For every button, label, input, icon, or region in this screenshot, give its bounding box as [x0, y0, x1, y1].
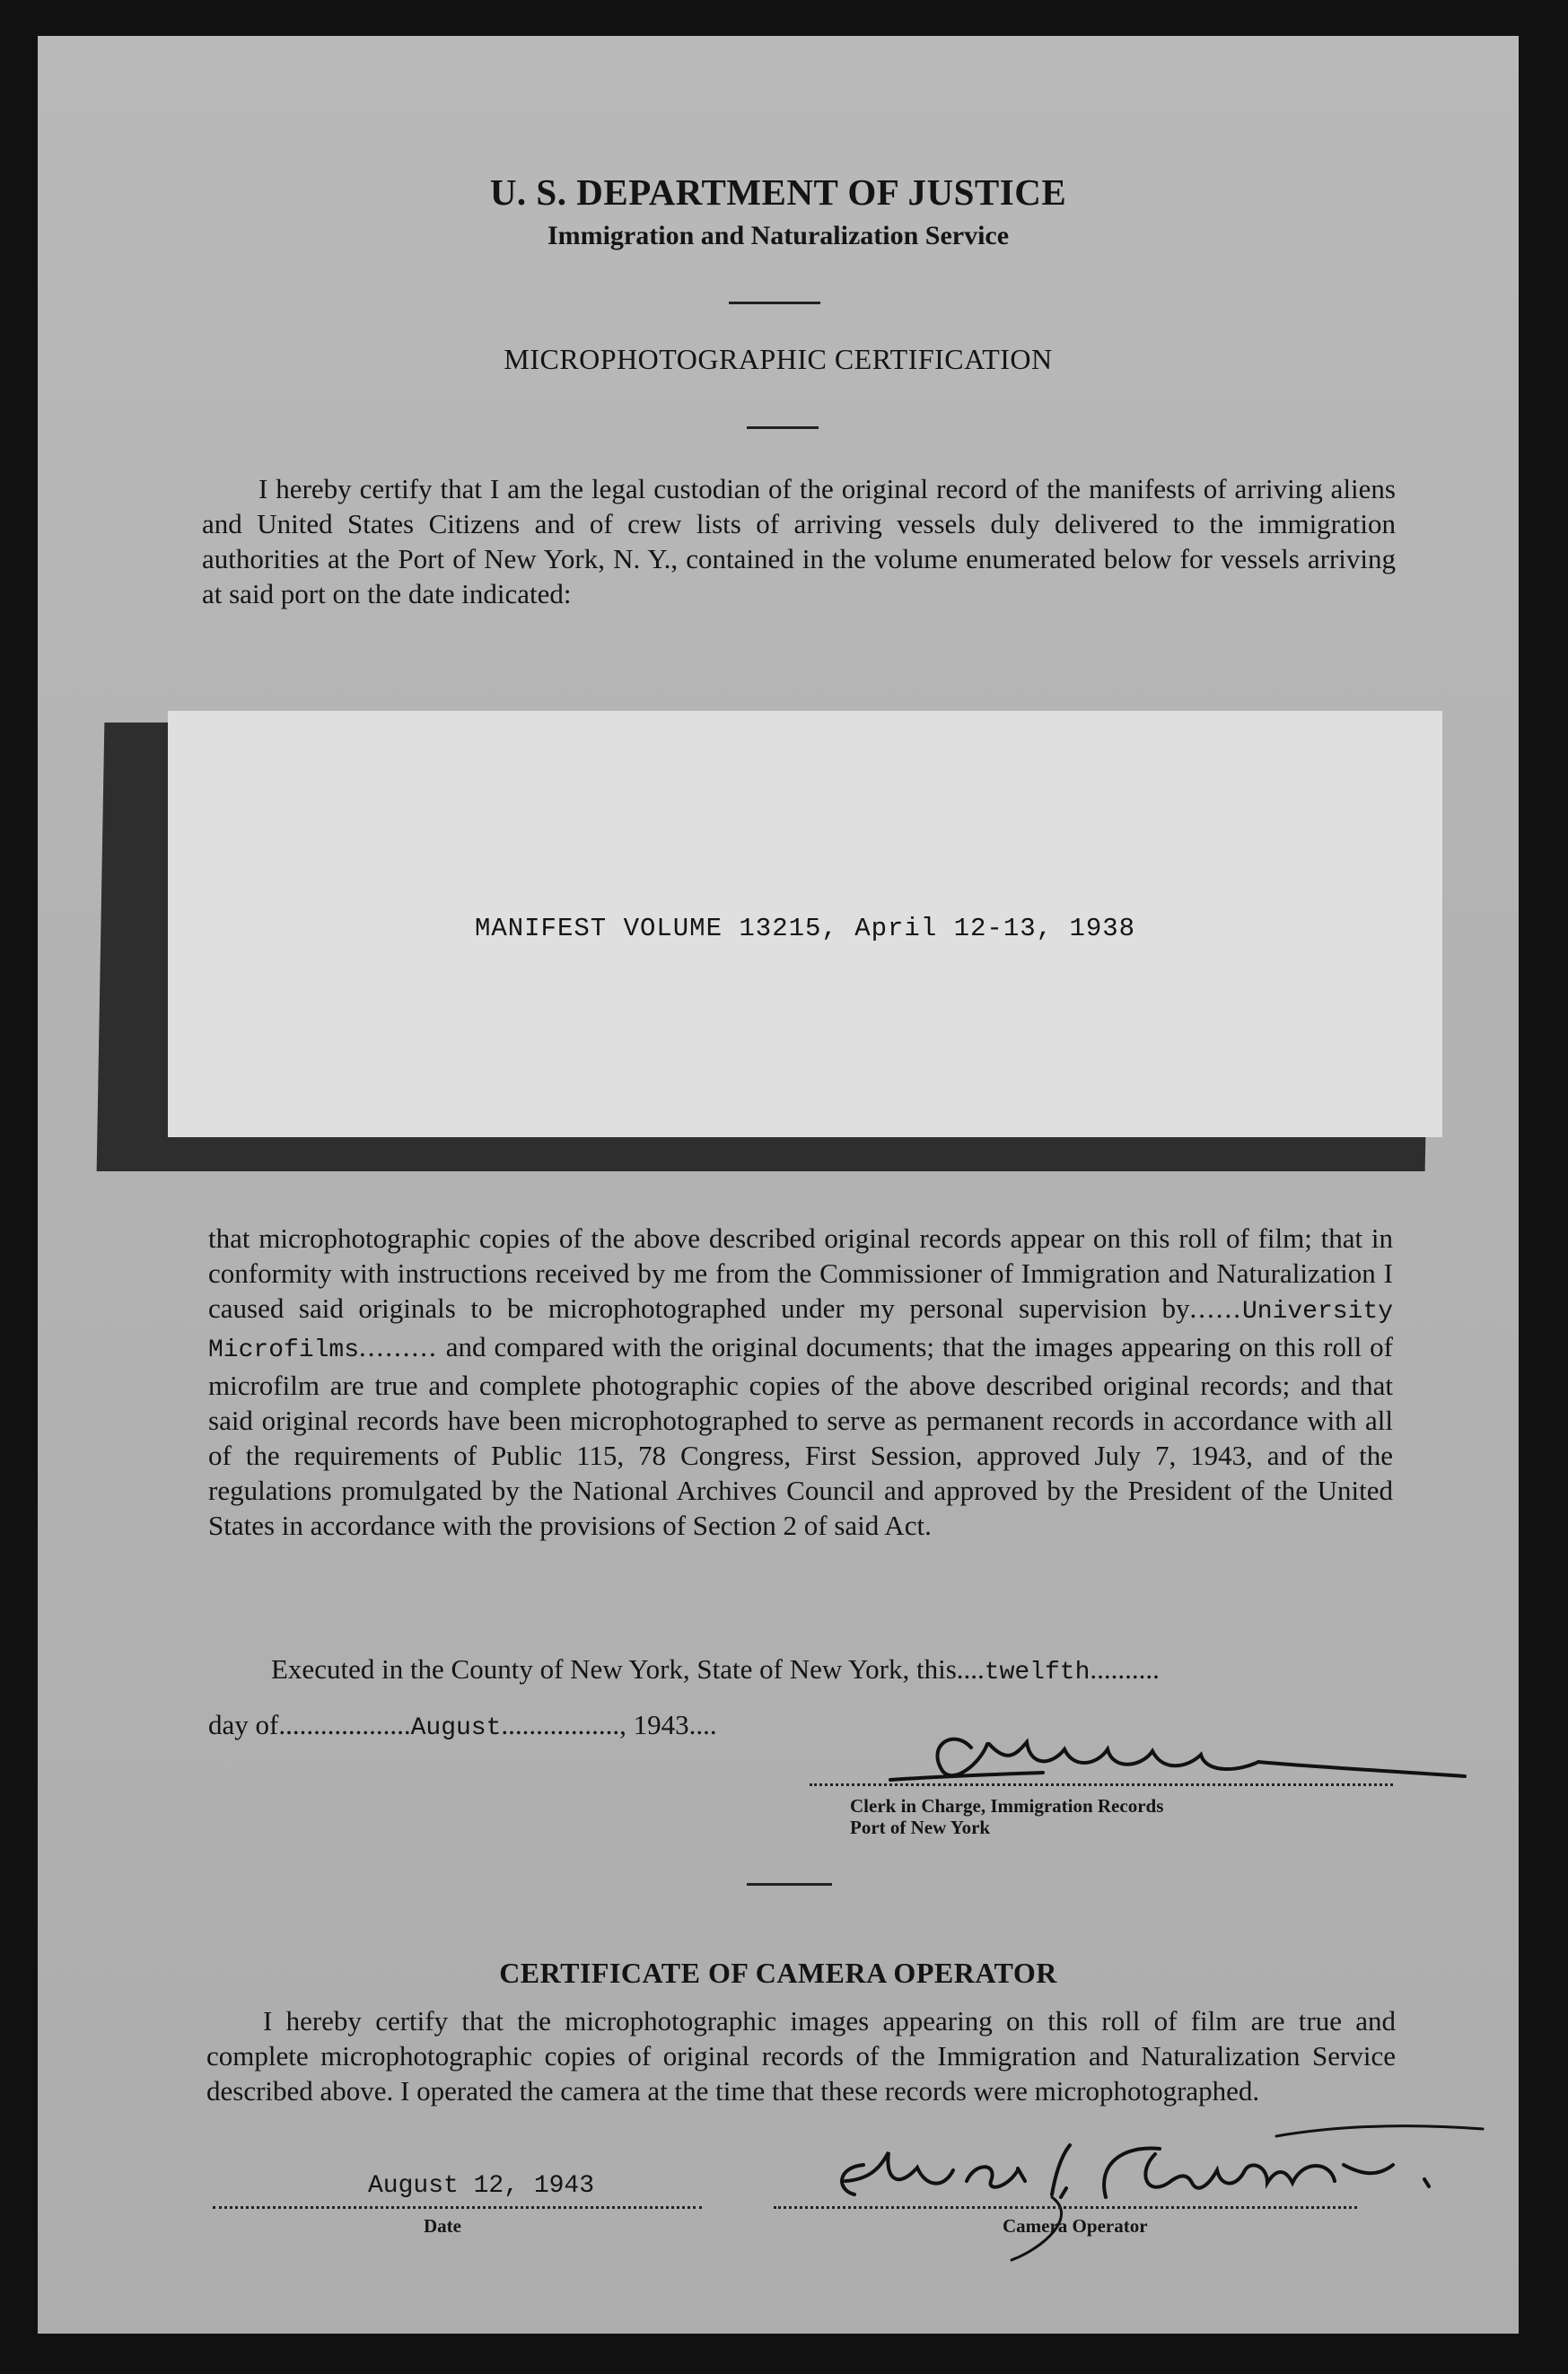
- manifest-insert: [168, 711, 1442, 1137]
- dot-leader: ....: [688, 1709, 717, 1740]
- certification-title: MICROPHOTOGRAPHIC CERTIFICATION: [504, 343, 1053, 375]
- executed-prefix: Executed in the County of New York, State of New York, this: [271, 1653, 957, 1685]
- dot-leader: ..........: [1090, 1653, 1160, 1685]
- certification-body: [208, 1221, 1393, 1543]
- executed-month: August: [410, 1714, 502, 1742]
- executed-line: [271, 1651, 1393, 1690]
- divider: [729, 302, 820, 304]
- executed-year: , 1943: [619, 1709, 689, 1740]
- camera-certificate-title: CERTIFICATE OF CAMERA OPERATOR: [499, 1957, 1057, 1989]
- divider: [747, 1883, 832, 1886]
- dot-leader: ....: [956, 1653, 985, 1685]
- divider: [747, 426, 819, 429]
- supervisor-leader: ......: [1189, 1292, 1242, 1324]
- clerk-signature-line: [810, 1783, 1393, 1786]
- manifest-volume: MANIFEST VOLUME 13215, April 12-13, 1938: [474, 914, 1136, 943]
- certificate-page: [38, 36, 1519, 2334]
- camera-certificate-text: I hereby certify that the microphotographic images appearing on this roll of film are true and complete microphotographic copies of original records of the Immigration and Naturalization Service described above. I operated the camera at the time that these records were microphotographed.: [206, 2005, 1396, 2107]
- clerk-title: [850, 1795, 1163, 1838]
- date-value: August 12, 1943: [368, 2172, 595, 2200]
- clerk-title-line-2: Port of New York: [850, 1817, 991, 1838]
- dot-leader: ...................: [278, 1709, 411, 1740]
- clerk-title-line-1: Clerk in Charge, Immigration Records: [850, 1795, 1164, 1817]
- body-part-1: that microphotographic copies of the above described original records appear on this roll of film; that in conformity with instructions received by me from the Commissioner of Immigration and Naturalization I caused said originals to be microphotographed under my personal supervision by: [208, 1222, 1393, 1324]
- service-subheading: Immigration and Naturalization Service: [547, 221, 1010, 250]
- date-line: [213, 2206, 702, 2209]
- date-label: Date: [424, 2215, 461, 2237]
- supervisor-leader: .........: [359, 1331, 438, 1362]
- camera-operator-signature: [783, 2082, 1501, 2271]
- intro-paragraph: I hereby certify that I am the legal custodian of the original record of the manifests of arriving aliens and United States Citizens and of crew lists of arriving vessels duly delivered to the immigration authorities at the Port of New York, N. Y., contained in the volume enumerated below for vessels arriving at said port on the date indicated:: [202, 473, 1396, 609]
- body-part-2: and compared with the original documents; that the images appearing on this roll of microfilm are true and complete photographic copies of the above described original records; and that said original records have been microphotographed to serve as permanent records in accordance with all of the requirements of Public 115, 78 Congress, First Session, approved July 7, 1943, and of the regulations promulgated by the National Archives Council and approved by the President of the United States in accordance with the provisions of Section 2 of said Act.: [208, 1331, 1394, 1541]
- executed-day: twelfth: [984, 1659, 1091, 1686]
- operator-label: Camera Operator: [1003, 2215, 1148, 2237]
- department-heading: U. S. DEPARTMENT OF JUSTICE: [489, 171, 1067, 213]
- day-of-label: day of: [208, 1709, 279, 1740]
- operator-signature-line: [774, 2206, 1357, 2209]
- dot-leader: .................: [501, 1709, 620, 1740]
- supervisor-value: University Microfilms: [208, 1298, 1393, 1364]
